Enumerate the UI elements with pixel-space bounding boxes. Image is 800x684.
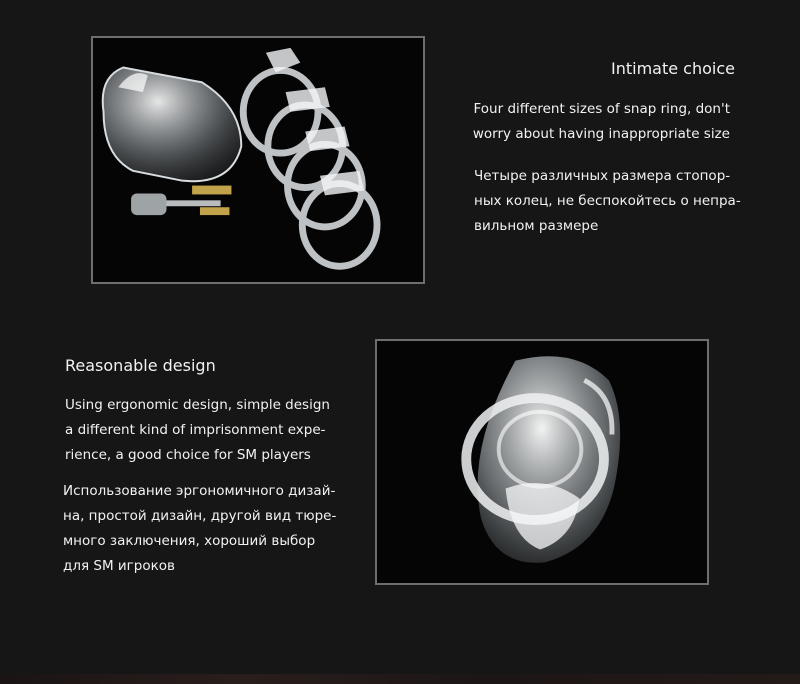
section1-english-line: Four different sizes of snap ring, don't [473, 101, 730, 117]
section2-english-line: Using ergonomic design, simple design [65, 397, 330, 413]
section1-title: Intimate choice [611, 59, 735, 78]
section2-russian-line: Использование эргономичного дизай- [63, 483, 336, 499]
section2-russian-text [63, 479, 336, 579]
section1-russian-text [474, 164, 741, 239]
product-photo-rings [91, 36, 425, 284]
clear-device-image [377, 341, 707, 583]
product-photo-device [375, 339, 709, 585]
section2-english-text [65, 393, 330, 468]
rings-and-keys-image [93, 38, 423, 282]
section1-english-line: worry about having inappropriate size [472, 126, 730, 142]
bottom-decorative-strip [0, 674, 800, 684]
section1-english-text [473, 97, 730, 147]
section2-russian-line: на, простой дизайн, другой вид тюре- [63, 508, 337, 524]
section2-russian-line: для SM игроков [63, 558, 175, 574]
section1-russian-line: вильном размере [474, 218, 599, 234]
section2-title: Reasonable design [65, 356, 216, 375]
section2-russian-line: много заключения, хороший выбор [63, 533, 316, 549]
section1-russian-line: ных колец, не беспокойтесь о непра- [474, 193, 741, 209]
section2-english-line: rience, a good choice for SM players [65, 447, 311, 463]
section2-english-line: a different kind of imprisonment expe- [65, 422, 326, 438]
section1-russian-line: Четыре различных размера стопор- [474, 168, 731, 184]
